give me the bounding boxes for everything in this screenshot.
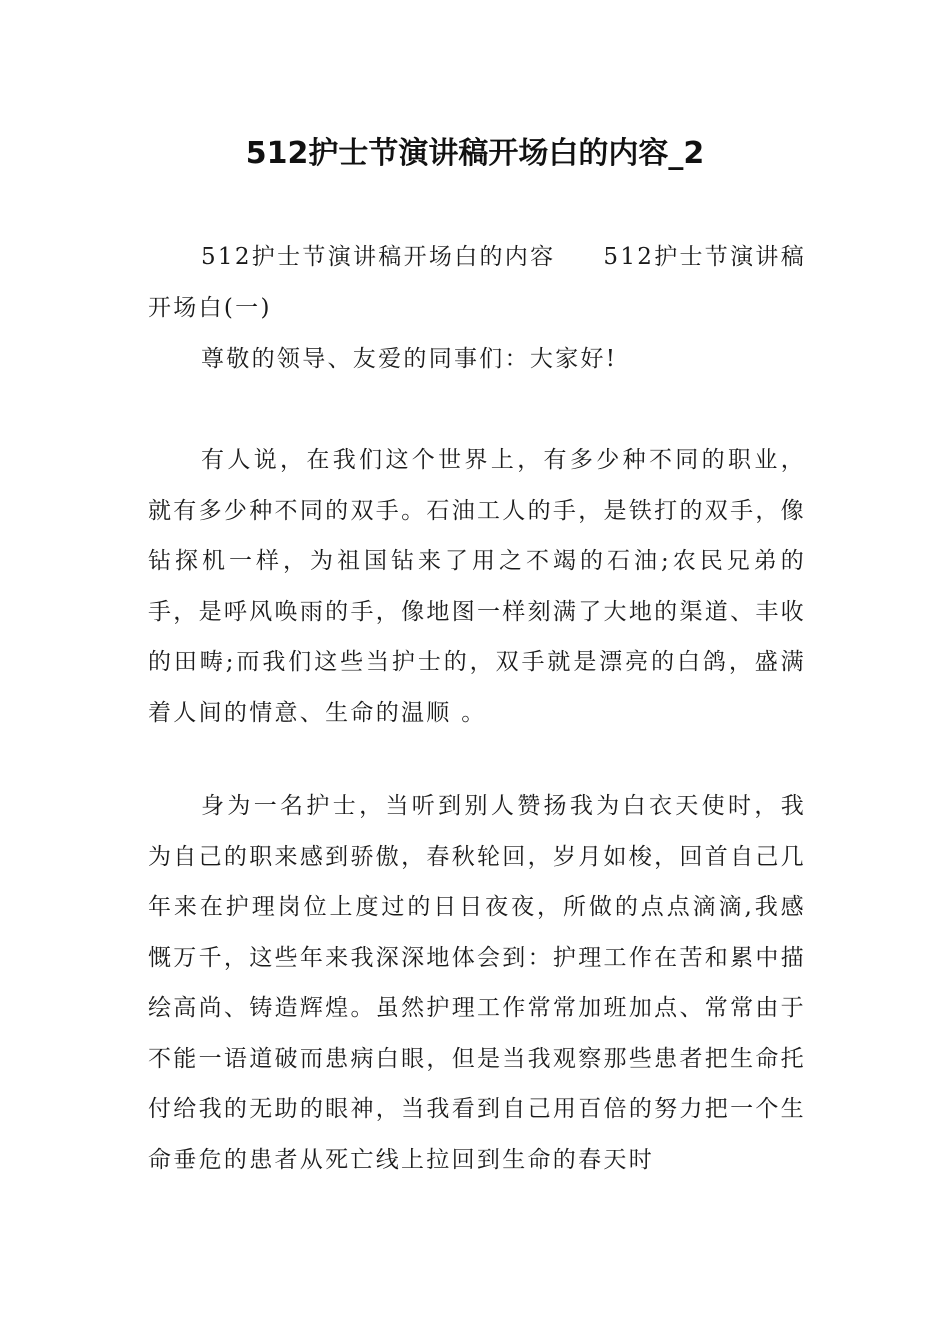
heading-part-b: 512护士节演讲稿开场白(一) xyxy=(148,244,807,321)
document-title: 512护士节演讲稿开场白的内容_2 xyxy=(245,136,705,171)
paragraph-greeting: 尊敬的领导、友爱的同事们：大家好! xyxy=(201,346,618,372)
heading-part-a: 512护士节演讲稿开场白的内容 xyxy=(201,244,556,270)
paragraph-heading xyxy=(148,232,806,333)
paragraph-hands: 有人说，在我们这个世界上，有多少种不同的职业，就有多少种不同的双手。石油工人的手，是铁打的双手，像钻探机一样，为祖国钻来了用之不竭的石油;农民兄弟的手，是呼风唤雨的手，像地图一样刻满了大地的渠道、丰收的田畴;而我们这些当护士的，双手就是漂亮的白鸽，盛满着人间的情意、生命的温顺 。 xyxy=(148,447,806,726)
paragraph-nurse: 身为一名护士，当听到别人赞扬我为白衣天使时，我为自己的职来感到骄傲，春秋轮回，岁月如梭，回首自己几年来在护理岗位上度过的日日夜夜，所做的点点滴滴,我感慨万千，这些年来我深深地体会到：护理工作在苦和累中描绘高尚、铸造辉煌。虽然护理工作常常加班加点、常常由于不能一语道破而患病白眼，但是当我观察那些患者把生命托付给我的无助的眼神，当我看到自己用百倍的努力把一个生命垂危的患者从死亡线上拉回到生命的春天时 xyxy=(148,793,806,1173)
